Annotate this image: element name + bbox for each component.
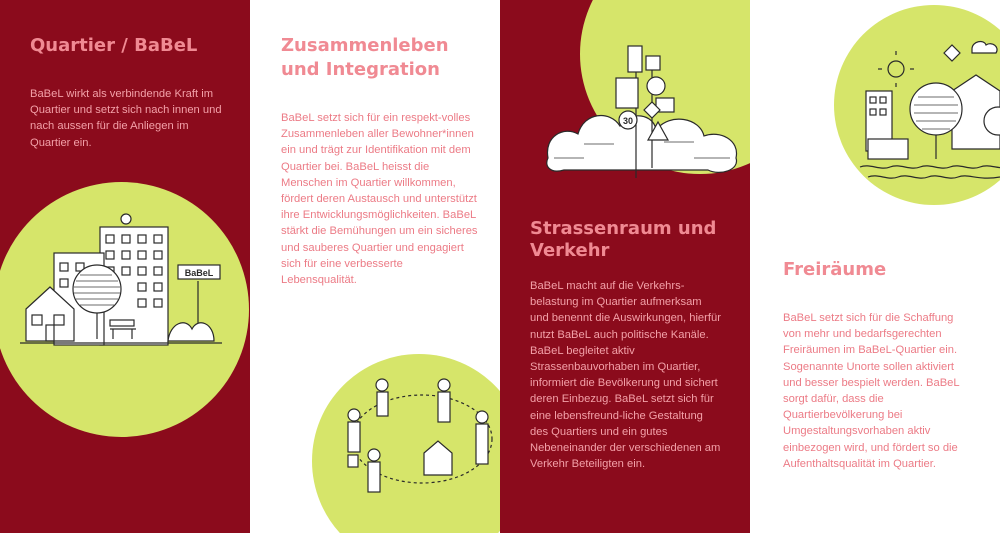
panel-quartier — [0, 0, 250, 533]
circle-of-people-illustration — [332, 375, 500, 515]
panel-zusammenleben — [250, 0, 500, 533]
houses-illustration — [0, 205, 250, 405]
panel-text: BaBeL setzt sich für ein respekt-volles Zusammenleben aller Bewohner*innen ein und trägt zur Identifikation mit dem Quartier bei. BaBeL heisst die Menschen im Quartier willkommen, fördert deren Austausch und unterstützt ihre Entwicklungsmöglichkeiten. BaBeL stärkt die Bemühungen um ein sicheres und sauberes Quartier und engagiert sich für eine verbesserte Lebensqualität. — [281, 112, 478, 287]
panel-freiraeume — [750, 0, 1000, 533]
panel-title: Strassenraum und Verkehr — [530, 218, 717, 261]
babel-sign-text: BaBeL — [184, 268, 214, 278]
panel-title: Zusammenleben und Integration — [281, 35, 449, 80]
speed-sign-text: 30 — [622, 116, 634, 126]
panel-text: BaBeL macht auf die Verkehrs-belastung im Quartier aufmerksam und benennt die Auswirkungen, hierfür nutzt BaBeL auch politische Kanäle. BaBeL begleitet aktiv Strassenbauvorhaben im Quartier, informiert die Bevölkerung und sichert deren Einbezug. BaBeL setzt sich für eine lebensfreund-liche Gestaltung des Quartiers und ein gutes Nebeneinander der verschiedenen am Verkehr Beteiligten ein. — [530, 280, 721, 471]
traffic-signs-illustration — [544, 40, 744, 200]
panel-text: BaBeL wirkt als verbindende Kraft im Quartier und setzt sich nach innen und nach aussen für die Anliegen im Quartier ein. — [30, 88, 222, 149]
panel-title: Freiräume — [783, 259, 887, 280]
panel-text: BaBeL setzt sich für die Schaffung von mehr und bedarfsgerechten Freiräumen im BaBeL-Quartier ein. Sogenannte Unorte sollen aktiviert und besser bespielt werden. BaBeL sorgt dafür, dass die Quartierbevölkerung bei Umgestaltungsvorhaben aktiv einbezogen wird, und fördert so die Aufenthaltsqualität im Quartier. — [783, 312, 960, 470]
panel-title: Quartier / BaBeL — [30, 35, 198, 56]
park-illustration — [860, 35, 1000, 185]
panel-strassenraum — [500, 0, 750, 533]
